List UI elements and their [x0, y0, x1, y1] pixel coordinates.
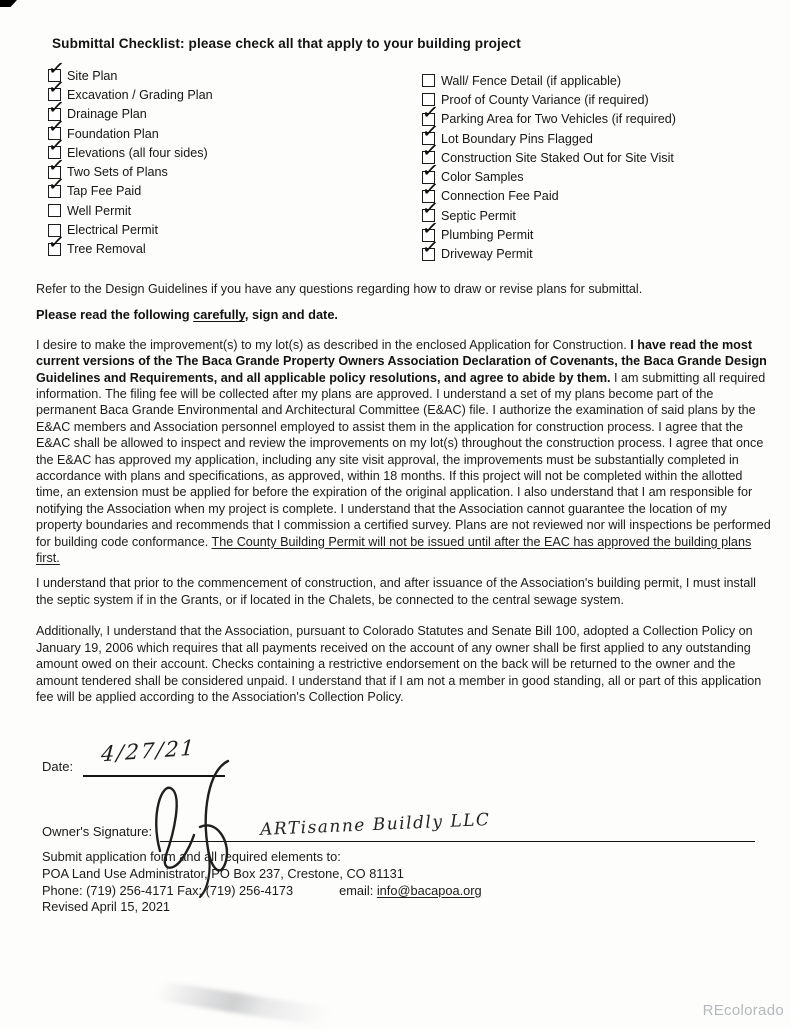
submit-instruction-line: Submit application form and all required elements to:	[42, 849, 341, 865]
checklist-column-left	[46, 55, 422, 264]
checklist-item-label: Connection Fee Paid	[441, 189, 559, 204]
checklist-item-label: Parking Area for Two Vehicles (if required)	[441, 112, 676, 127]
agreement-body: I am submitting all required information. The filing fee will be collected after my plans are approved. I understand a set of my plans become part of the permanent Baca Grande Environmental and Architectural Committee (E&AC) file. I authorize the examination of said plans by the E&AC members and Association personnel employed to assist them in the application for construction process. I agree that the E&AC shall be allowed to inspect and review the improvements on my lot(s) throughout the construction process. I agree that once the E&AC has approved my application, including any site visit approval, the improvements must be substantially completed in accordance with plans and specifications, as approved, within 18 months. If this project will not be completed within the allotted time, an extension must be applied for before the expiration of the original application. I also understand that I am responsible for notifying the Association when my project is complete. I understand that the Association cannot guarantee the location of my property boundaries and recommends that I commission a certified survey. Plans are not reviewed nor will inspections be performed for building code conformance.	[36, 370, 771, 549]
checkmark-icon: ✓	[420, 175, 441, 202]
agreement-intro: I desire to make the improvement(s) to my lot(s) as described in the enclosed Application for Construction.	[36, 337, 631, 352]
date-label: Date:	[42, 759, 74, 775]
checkmark-icon: ✓	[46, 151, 67, 178]
checklist-item-label: Plumbing Permit	[441, 228, 534, 243]
checklist-item-well-permit	[48, 201, 422, 220]
email-link[interactable]: info@bacapoa.org	[376, 882, 482, 898]
checkbox[interactable]	[46, 170, 67, 198]
checklist-item-site-plan	[46, 55, 422, 85]
checkbox[interactable]	[420, 233, 441, 261]
checklist-item-label: Color Samples	[441, 170, 524, 185]
checklist-item-label: Electrical Permit	[67, 223, 158, 238]
refer-note: Refer to the Design Guidelines if you have any questions regarding how to draw or revise plans for submittal.	[36, 281, 643, 296]
read-instruction-part2: , sign and date.	[244, 307, 338, 323]
signature-row	[42, 810, 769, 843]
checklist-item-label: Elevations (all four sides)	[67, 145, 208, 160]
collection-policy-paragraph: Additionally, I understand that the Association, pursuant to Colorado Statutes and Senate Bill 100, adopted a Collection Policy on January 19, 2006 which requires that all payments received on the account of any owner shall be first applied to any outstanding amount owed on their account. Checks containing a restrictive endorsement on the back will be returned to the owner and the amount tendered shall be considered unpaid. I understand that if I am not a member in good standing, all or part of this application fee will be applied according to the Association's Collection Policy.	[36, 624, 762, 704]
checklist-item-label: Two Sets of Plans	[67, 165, 168, 180]
checkmark-icon: ✓	[420, 214, 441, 241]
checklist-item-label: Wall/ Fence Detail (if applicable)	[441, 73, 622, 88]
checklist-item-label: Site Plan	[67, 68, 118, 83]
checkmark-icon: ✓	[46, 93, 67, 120]
checklist-item-label: Tap Fee Paid	[67, 184, 142, 199]
checklist-column-right	[422, 71, 676, 264]
submittal-checklist	[46, 55, 769, 264]
read-instruction	[36, 307, 772, 323]
date-line[interactable]	[83, 735, 225, 777]
handwritten-signature: ARTisanne Buildly LLC	[259, 810, 491, 841]
checkmark-icon: ✓	[46, 170, 67, 197]
checklist-item-label: Construction Site Staked Out for Site Visit	[441, 150, 674, 165]
checkmark-icon: ✓	[420, 98, 441, 125]
date-row	[42, 735, 769, 777]
checklist-item-label: Foundation Plan	[67, 126, 159, 141]
checkbox[interactable]	[48, 204, 61, 217]
checklist-item-label: Driveway Permit	[441, 247, 533, 262]
agreement-bold-clause: I have read the most current versions of the The Baca Grande Property Owners Association Declaration of Covenants, the Baca Grande Design Guidelines and Requirements, and all applicable policy resolutions, and agree to abide by them.	[36, 337, 767, 385]
read-instruction-part1: Please read the following	[36, 307, 194, 323]
checkmark-icon: ✓	[46, 132, 67, 159]
checkmark-icon: ✓	[420, 137, 441, 164]
contact-line	[42, 883, 769, 900]
email-label: email:	[339, 882, 377, 898]
recolorado-watermark: REcolorado	[702, 1002, 784, 1019]
checklist-item-label: Proof of County Variance (if required)	[441, 92, 649, 107]
scan-smudge-artifact	[148, 979, 339, 1028]
checklist-item-wall-fence	[422, 71, 676, 90]
checkbox[interactable]	[46, 228, 67, 256]
checklist-item-label: Tree Removal	[67, 242, 146, 257]
checkmark-icon: ✓	[46, 74, 67, 101]
checklist-item-electrical-permit	[48, 220, 422, 239]
checkmark-icon: ✓	[46, 113, 67, 139]
checkmark-icon: ✓	[420, 195, 441, 222]
phone-fax-text: Phone: (719) 256-4171 Fax: (719) 256-4173	[42, 882, 294, 898]
checkmark-icon: ✓	[420, 156, 441, 183]
agreement-underlined-clause: The County Building Permit will not be issued until after the EAC has approved the building plans first.	[36, 534, 752, 566]
signature-label: Owner's Signature:	[42, 824, 153, 840]
signature-line[interactable]	[160, 810, 755, 842]
checkmark-icon: ✓	[420, 233, 441, 260]
checklist-item-county-variance	[422, 90, 676, 109]
checklist-item-label: Septic Permit	[441, 208, 516, 223]
checklist-item-label: Drainage Plan	[67, 107, 147, 122]
checkmark-icon: ✓	[420, 118, 441, 144]
agreement-paragraph	[36, 337, 772, 567]
handwritten-date: 4/27/21	[100, 735, 197, 767]
septic-paragraph: I understand that prior to the commencement of construction, and after issuance of the Association's building permit, I must install the septic system if in the Grants, or if located in the Chalets, be connected to the central sewage system.	[36, 576, 756, 607]
footer-block	[42, 849, 769, 915]
read-instruction-underlined: carefully	[193, 307, 245, 323]
address-line: POA Land Use Administrator, PO Box 237, Crestone, CO 81131	[42, 865, 404, 881]
checklist-item-label: Well Permit	[67, 203, 132, 218]
checkbox[interactable]	[422, 74, 435, 87]
checkmark-icon: ✓	[46, 55, 67, 82]
checklist-item-label: Excavation / Grading Plan	[67, 87, 213, 102]
checklist-item-label: Lot Boundary Pins Flagged	[441, 131, 593, 146]
page-title: Submittal Checklist: please check all that apply to your building project	[52, 36, 521, 51]
revised-date-line: Revised April 15, 2021	[42, 899, 171, 915]
checkmark-icon: ✓	[46, 228, 67, 255]
